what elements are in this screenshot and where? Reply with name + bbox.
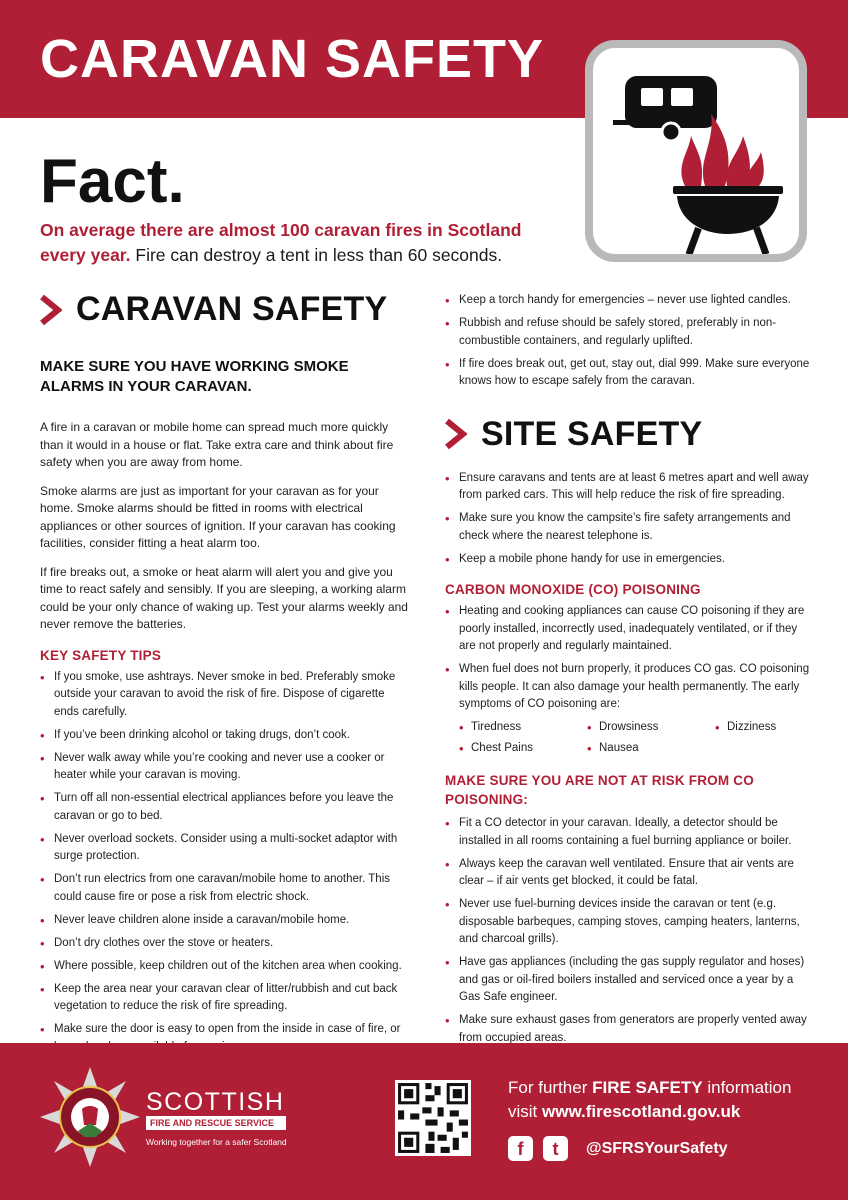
- list-item: • Keep the area near your caravan clear of litter/rubbish and cut back vegetation to reduce the risk of fire spreading.: [40, 981, 412, 1016]
- list-item: • When fuel does not burn properly, it produces CO gas. CO poisoning kills people. It can also damage your health permanently. The early symptoms of CO poisoning are:: [445, 661, 815, 714]
- list-item: • Don’t dry clothes over the stove or heaters.: [40, 935, 412, 953]
- caravan-bbq-icon: [585, 40, 807, 262]
- sfrs-crest-logo: [38, 1065, 142, 1169]
- social-handle[interactable]: @SFRSYourSafety: [586, 1139, 728, 1157]
- further-info-suffix: information: [702, 1078, 792, 1097]
- co-risk-list: [445, 815, 815, 1047]
- list-item: • Always keep the caravan well ventilated. Ensure that air vents are clear – if air vents get blocked, it could be fatal.: [445, 856, 815, 891]
- paragraph: Smoke alarms are just as important for your caravan as for your home. Smoke alarms should be fitted in rooms with electrical appliances or other sources of ignition. If your caravan has cooking facilities, consider fitting a heat alarm too.: [40, 483, 396, 550]
- fact-title: Fact.: [40, 147, 185, 216]
- list-item: • Make sure you know the campsite’s fire safety arrangements and check where the nearest telephone is.: [445, 510, 815, 545]
- list-item: • Heating and cooking appliances can cause CO poisoning if they are poorly installed, incorrectly used, inadequately ventilated, or if they are not properly and regularly maintained.: [445, 603, 815, 656]
- list-item: • Keep a mobile phone handy for use in emergencies.: [445, 551, 815, 569]
- caravan-safety-heading: [40, 290, 412, 329]
- chevron-right-icon: [40, 295, 62, 325]
- list-item: • Make sure the door is easy to open from the inside in case of fire, or: [40, 1021, 412, 1056]
- fact-detail: Fire can destroy a tent in less than 60 seconds.: [130, 245, 503, 265]
- further-info-prefix: For further: [508, 1078, 593, 1097]
- key-safety-tips-list: [40, 669, 412, 1057]
- org-tagline: Working together for a safer Scotland: [146, 1137, 287, 1147]
- co-risk-heading: MAKE SURE YOU ARE NOT AT RISK FROM CO POISONING:: [445, 773, 754, 807]
- key-safety-tips-continued: [445, 292, 815, 391]
- org-name: SCOTTISH: [146, 1088, 285, 1116]
- list-item: • Don’t run electrics from one caravan/mobile home to another. This could cause fire or pose a risk from electric shock.: [40, 871, 412, 906]
- list-item: • If you’ve been drinking alcohol or taking drugs, don’t cook.: [40, 727, 412, 745]
- symptom: • Dizziness: [715, 719, 825, 736]
- further-info-bold: FIRE SAFETY: [592, 1078, 703, 1097]
- website-link[interactable]: www.firescotland.gov.uk: [542, 1102, 741, 1121]
- list-item: • Keep a torch handy for emergencies – never use lighted candles.: [445, 292, 815, 310]
- list-item: • Have gas appliances (including the gas supply regulator and hoses) and gas or oil-fired boilers installed and serviced once a year by a Gas Safe engineer.: [445, 954, 815, 1007]
- org-subtitle: FIRE AND RESCUE SERVICE: [146, 1116, 286, 1130]
- caravan-icon: [613, 76, 717, 141]
- symptom: • Nausea: [587, 740, 715, 757]
- list-item: • Never walk away while you’re cooking and never use a cooker or heater while your caravan is moving.: [40, 750, 412, 785]
- list-item: • Never overload sockets. Consider using a multi-socket adaptor with surge protection.: [40, 831, 412, 866]
- facebook-icon[interactable]: f: [508, 1136, 533, 1161]
- key-safety-tips-heading: KEY SAFETY TIPS: [40, 647, 162, 663]
- twitter-icon[interactable]: t: [543, 1136, 568, 1161]
- caravan-safety-section: [40, 290, 412, 1062]
- site-safety-list: [445, 470, 815, 569]
- social-links: [508, 1136, 728, 1161]
- symptom: • Tiredness: [459, 719, 587, 736]
- fact-statement: [40, 218, 560, 268]
- further-info-text: [508, 1078, 791, 1098]
- visit-prefix: visit: [508, 1102, 542, 1121]
- symptoms-list: [459, 719, 815, 757]
- site-safety-heading: [445, 415, 815, 454]
- section-title: SITE SAFETY: [481, 414, 703, 453]
- section-title: CARAVAN SAFETY: [76, 290, 388, 328]
- list-item: • Ensure caravans and tents are at least 6 metres apart and well away from parked cars. This will help reduce the risk of fire spreading.: [445, 470, 815, 505]
- grill-icon: [673, 186, 783, 254]
- co-poisoning-heading: CARBON MONOXIDE (CO) POISONING: [445, 582, 701, 597]
- list-item: • If you smoke, use ashtrays. Never smoke in bed. Preferably smoke outside your caravan to avoid the risk of fire. Dispose of cigarette ends carefully.: [40, 669, 412, 722]
- list-item: • Make sure exhaust gases from generators are properly vented away from occupied areas.: [445, 1012, 815, 1047]
- list-item: • Never use fuel-burning devices inside the caravan or tent (e.g. disposable barbeques, camping stoves, camping heaters, lanterns, and charcoal grills).: [445, 896, 815, 949]
- symptom: • Drowsiness: [587, 719, 715, 736]
- qr-code[interactable]: [395, 1080, 471, 1156]
- visit-text: [508, 1102, 740, 1122]
- list-item: • Never leave children alone inside a caravan/mobile home.: [40, 912, 412, 930]
- paragraph: A fire in a caravan or mobile home can spread much more quickly than it would in a house or flat. Take extra care and think about fire safety when you are away from home.: [40, 420, 394, 469]
- paragraph: If fire breaks out, a smoke or heat alarm will alert you and give you time to react safely and sensibly. If you are sleeping, a working alarm could be your only chance of waking up. Test your alarms weekly and never remove the batteries.: [40, 564, 408, 631]
- smoke-alarm-lead: MAKE SURE YOU HAVE WORKING SMOKE ALARMS IN YOUR CARAVAN.: [40, 358, 349, 395]
- list-item: • Where possible, keep children out of the kitchen area when cooking.: [40, 958, 412, 976]
- list-item: • Fit a CO detector in your caravan. Ideally, a detector should be installed in all rooms containing a fuel burning appliance or boiler.: [445, 815, 815, 850]
- right-column: [445, 292, 815, 1053]
- list-item: • Rubbish and refuse should be safely stored, preferably in non-combustible containers, and regularly uplifted.: [445, 315, 815, 350]
- symptom: • Chest Pains: [459, 740, 587, 757]
- fact-highlight: On average there are almost 100 caravan fires in Scotland every year.: [40, 220, 522, 265]
- chevron-right-icon: [445, 419, 467, 449]
- page-title: CARAVAN SAFETY: [40, 29, 545, 89]
- list-item: • Turn off all non-essential electrical appliances before you leave the caravan or go to bed.: [40, 790, 412, 825]
- list-item: • If fire does break out, get out, stay out, dial 999. Make sure everyone knows how to escape safely from the caravan.: [445, 356, 815, 391]
- co-poisoning-list: [445, 603, 815, 714]
